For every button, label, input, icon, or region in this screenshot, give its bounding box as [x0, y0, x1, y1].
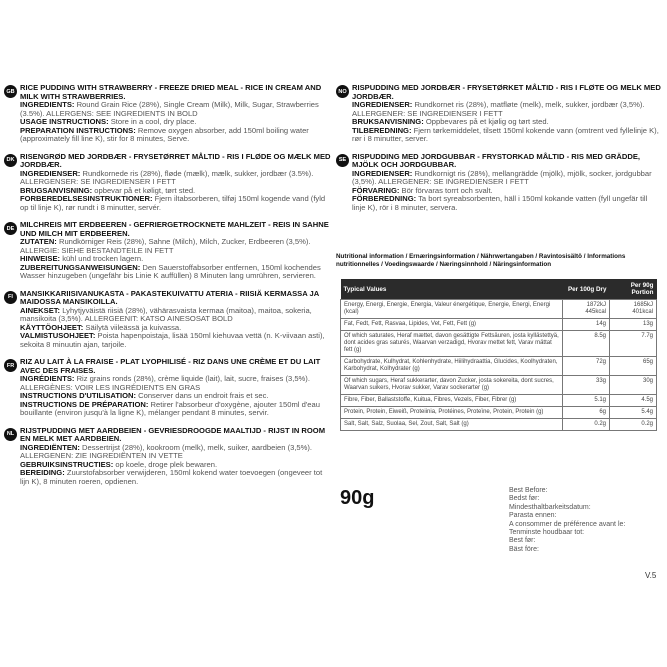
table-row	[341, 357, 657, 376]
lang-badge: FI	[4, 291, 17, 304]
ingredients-label: INGREDIËNTEN:	[20, 442, 80, 452]
prep-text: Ta bort syreabsorbenten, häll i 150ml kokande vatten (fyll ungefär till linje K), rör i 8 minuter, servera.	[352, 194, 648, 212]
lang-badge: DE	[4, 222, 17, 235]
best-before-line: Best før:	[509, 537, 536, 545]
usage-label: GEBRUIKSINSTRUCTIES:	[20, 459, 114, 469]
usage-text: Conserver dans un endroit frais et sec.	[138, 391, 269, 400]
usage-text: Säilytä viileässä ja kuivassa.	[85, 322, 182, 332]
lang-badge: DK	[4, 154, 17, 167]
ingredients-label: INGREDIENSER:	[20, 168, 81, 178]
ingredients-label: INGRÉDIENTS:	[20, 374, 75, 383]
prep-label: ZUBEREITUNGSANWEISUNGEN:	[20, 262, 141, 272]
value-per-100g: 33g	[563, 376, 610, 395]
usage-label: BRUGSANVISNING:	[20, 185, 93, 195]
net-weight: 90g	[340, 487, 375, 509]
prep-text: Fjern iltabsorberen, tilføj 150ml kogende vand (fyld op til linje K), rør rundt i 8 minutter, servér.	[20, 194, 326, 212]
prep-text: Zuurstofabsorber verwijderen, 150ml kokend water toevoegen (ongeveer tot lijn K), 8 minuten roeren, opdienen.	[20, 468, 323, 486]
value-per-100g: 14g	[563, 319, 610, 331]
value-per-100g: 1872kJ 445kcal	[563, 300, 610, 319]
product-title: RIJSTPUDDING MET AARDBEIEN - GEVRIESDROOGDE MAALTIJD - RIJST IN ROOM EN MELK MET AARDBEIEN.	[20, 425, 326, 443]
prep-text: Remove oxygen absorber, add 150ml boiling water (approximately fill line K), stir for 8 minutes, Serve.	[20, 125, 309, 143]
ingredients-label: INGREDIENTS:	[20, 100, 75, 109]
prep-text: Poista hapenpoistaja, lisää 150ml kiehuvaa vettä (n. K-viivaan asti), sekoita 8 minuutin ajan, tarjoile.	[20, 331, 325, 349]
ingredients-text: Lyhytjyväistä riisiä (28%), vähärasvaista kermaa (maitoa), maitoa, sokeria, mansikoita (3,5%). ALLERGEENIT: KATSO AINESOSAT BOLD	[20, 305, 312, 323]
best-before-line: Best Before:	[509, 487, 548, 494]
usage-label: USAGE INSTRUCTIONS:	[20, 117, 109, 126]
table-row	[341, 395, 657, 407]
best-before-line: Mindesthaltbarkeitsdatum:	[509, 503, 591, 511]
usage-label: INSTRUCTIONS D'UTILISATION:	[20, 391, 136, 400]
value-per-90g: 30g	[610, 376, 657, 395]
usage-text: op koele, droge plek bewaren.	[115, 459, 218, 469]
nutrition-table	[340, 279, 657, 431]
usage-text: Bör förvaras torrt och svalt.	[401, 185, 493, 195]
value-per-100g: 0.2g	[563, 419, 610, 431]
lang-block-fr	[4, 358, 332, 418]
right-column	[336, 84, 661, 221]
product-title: RISENGRØD MED JORDBÆR - FRYSETØRRET MÅLTID - RIS I FLØDE OG MÆLK MED JORDBÆR.	[20, 151, 331, 169]
best-before-line: A consommer de préférence avant le:	[509, 520, 626, 528]
value-per-90g: 5.4g	[610, 407, 657, 419]
table-row	[341, 331, 657, 357]
col-typical-values: Typical Values	[341, 279, 563, 300]
value-per-90g: 1685kJ 401kcal	[610, 300, 657, 319]
ingredients-text: Rundkornede ris (28%), fløde (mælk), mælk, sukker, jordbær (3.5%). ALLERGENSER: SE INGREDIENSER I FETT	[20, 168, 314, 186]
table-row	[341, 300, 657, 319]
ingredients-label: INGREDIENSER:	[352, 168, 413, 178]
usage-text: kühl und trocken lagern.	[62, 254, 144, 263]
best-before-line: Parasta ennen:	[509, 512, 557, 520]
product-title: MANSIKKARIISIVANUKASTA - PAKASTEKUIVATTU ATERIA - RIISIÄ KERMASSA JA MAIDOSSA MANSIKOILLA.	[20, 288, 319, 306]
product-title: MILCHREIS MIT ERDBEEREN - GEFRIERGETROCKNETE MAHLZEIT - REIS IN SAHNE UND MILCH MIT ERDBEEREN.	[20, 220, 329, 238]
nutrient-label: Carbohydrate, Kulhydrat, Kohlenhydrate, Hiilihydraattia, Glucides, Koolhydraten, Karbohydrat, Kolhydrater (g)	[341, 357, 563, 376]
nutrient-label: Of which sugars, Heraf sukkerarter, davon Zucker, josta sokereita, dont sucres, Waarvan suikers, Hvorav sukker, Varav sockerarter (g)	[341, 376, 563, 395]
usage-label: HINWEISE:	[20, 254, 61, 263]
table-row	[341, 407, 657, 419]
left-column	[4, 84, 332, 495]
nutrient-label: Salt, Salt, Salz, Suolaa, Sel, Zout, Salt, Salt (g)	[341, 419, 563, 431]
lang-block-gb	[4, 84, 332, 144]
best-before-line: Bäst före:	[509, 545, 539, 553]
lang-block-nl	[4, 427, 332, 487]
col-per-90g: Per 90g Portion	[610, 279, 657, 300]
lang-block-se	[336, 153, 661, 213]
value-per-90g: 13g	[610, 319, 657, 331]
lang-badge: FR	[4, 359, 17, 372]
usage-text: opbevar på et køligt, tørt sted.	[94, 185, 196, 195]
nutrient-label: Of which saturates, Heraf mættet, davon gesättigte Fettsäuren, josta kyllästettyä, dont acides gras saturés, Waarvan verzadigd, Hvorav mettet fett, Varav mättat fett (g)	[341, 331, 563, 357]
prep-label: BEREIDING:	[20, 468, 65, 477]
value-per-90g: 4.5g	[610, 395, 657, 407]
table-row	[341, 419, 657, 431]
usage-label: KÄYTTÖOHJEET:	[20, 322, 84, 332]
prep-label: VALMISTUSOHJEET:	[20, 331, 96, 340]
nutrient-label: Fat, Fedt, Fett, Rasvaa, Lipides, Vet, Fett, Fett (g)	[341, 319, 563, 331]
prep-text: Retirer l'absorbeur d'oxygène, ajouter 150ml d'eau bouillante (environ jusqu'à la ligne K), mélanger pendant 8 minutes, servir.	[20, 399, 320, 417]
best-before-line: Tenminste houdbaar tot:	[509, 529, 585, 537]
prep-label: PREPARATION INSTRUCTIONS:	[20, 125, 136, 135]
col-per-100g: Per 100g Dry	[563, 279, 610, 300]
product-title: RICE PUDDING WITH STRAWBERRY - FREEZE DRIED MEAL - RICE IN CREAM AND MILK WITH STRAWBERRIES.	[20, 83, 322, 101]
value-per-100g: 6g	[563, 407, 610, 419]
prep-label: TILBEREDNING:	[352, 125, 412, 135]
nutrition-header-row	[341, 279, 657, 300]
table-row	[341, 319, 657, 331]
prep-label: FÖRBEREDNING:	[352, 194, 417, 203]
value-per-90g: 7.7g	[610, 331, 657, 357]
lang-badge: NL	[4, 428, 17, 441]
usage-label: FÖRVARING:	[352, 185, 400, 195]
version-label: V.5	[645, 571, 657, 580]
lang-badge: NO	[336, 85, 349, 98]
nutrient-label: Protein, Protein, Eiweiß, Proteiinia, Protéines, Proteïne, Protein, Protein (g)	[341, 407, 563, 419]
best-before-line: Bedst før:	[509, 495, 540, 503]
usage-text: Store in a cool, dry place.	[110, 117, 197, 126]
lang-badge: SE	[336, 154, 349, 167]
ingredients-label: INGREDIENSER:	[352, 100, 413, 109]
value-per-90g: 0.2g	[610, 419, 657, 431]
value-per-90g: 65g	[610, 357, 657, 376]
lang-block-fi	[4, 290, 332, 350]
prep-text: Den Sauerstoffabsorber entfernen, 150ml kochendes Wasser hinzugeben (ungefähr bis Linie K auffüllen) 8 Minuten lang umrühren, servieren.	[20, 262, 321, 280]
nutrient-label: Energy, Energi, Energie, Energia, Valeur énergétique, Energie, Energi, Energi (kcal)	[341, 300, 563, 319]
product-title: RISPUDDING MED JORDBÆR - FRYSETØRKET MÅLTID - RIS I FLØTE OG MELK MED JORDBÆR.	[352, 83, 661, 101]
ingredients-label: AINEKSET:	[20, 305, 61, 315]
lang-block-dk	[4, 153, 332, 213]
nutrient-label: Fibre, Fiber, Ballaststoffe, Kuitua, Fibres, Vezels, Fiber, Fibrer (g)	[341, 395, 563, 407]
value-per-100g: 8.5g	[563, 331, 610, 357]
prep-text: Fjern tørkemiddelet, tilsett 150ml kokende vann (omtrent ved fyllelinje K), rør i 8 minutter, server.	[352, 125, 659, 143]
product-title: RISPUDDING MED JORDGUBBAR - FRYSTORKAD MÅLTID - RIS MED GRÄDDE, MJÖLK OCH JORDGUBBAR.	[352, 151, 641, 169]
value-per-100g: 72g	[563, 357, 610, 376]
ingredients-text: Rundkornigt ris (28%), mellangrädde (mjölk), mjölk, socker, jordgubbar (3,5%). ALLERGENER: SE INGREDIENSER I FETT	[352, 168, 652, 186]
ingredients-label: ZUTATEN:	[20, 237, 57, 246]
usage-text: Oppbevares på et kjølig og tørt sted.	[425, 117, 549, 126]
prep-label: FORBEREDELSESINSTRUKTIONER:	[20, 194, 153, 203]
value-per-100g: 5.1g	[563, 395, 610, 407]
ingredients-text: Rundkornet ris (28%), matfløte (melk), melk, sukker, jordbær (3,5%). ALLERGENER: SE INGREDIENSER I FETT	[352, 100, 645, 118]
table-row	[341, 376, 657, 395]
usage-label: BRUKSANVISNING:	[352, 117, 424, 126]
lang-badge: GB	[4, 85, 17, 98]
nutrition-heading: Nutritional information / Ernæringsinformation / Nährwertangaben / Ravintosisältö / Informations nutritionnelles / Voedingswaarde / Næringsinnhold / Näringsinformation	[336, 253, 626, 268]
lang-block-de	[4, 221, 332, 281]
lang-block-no	[336, 84, 661, 144]
ingredients-text: Riz grains ronds (28%), crème liquide (lait), lait, sucre, fraises (3,5%). ALLERGÈNES: VOIR LES INGRÉDIENTS EN GRAS	[20, 374, 310, 392]
ingredients-text: Round Grain Rice (28%), Single Cream (Milk), Milk, Sugar, Strawberries (3.5%). ALLERGENS: SEE INGREDIENTS IN BOLD	[20, 100, 319, 118]
ingredients-text: Dessertrijst (28%), kookroom (melk), melk, suiker, aardbeien (3,5%). ALLERGENEN: ZIE INGREDIËNTEN IN VETTE	[20, 442, 313, 460]
ingredients-text: Rundkörniger Reis (28%), Sahne (Milch), Milch, Zucker, Erdbeeren (3,5%). ALLERGIE: SIEHE BESTANDTEILE IN FETT	[20, 237, 311, 255]
prep-label: INSTRUCTIONS DE PRÉPARATION:	[20, 399, 149, 409]
best-before-list	[509, 487, 625, 554]
product-title: RIZ AU LAIT À LA FRAISE - PLAT LYOPHILISÉ - RIZ DANS UNE CRÈME ET DU LAIT AVEC DES FRAISES.	[20, 357, 321, 375]
